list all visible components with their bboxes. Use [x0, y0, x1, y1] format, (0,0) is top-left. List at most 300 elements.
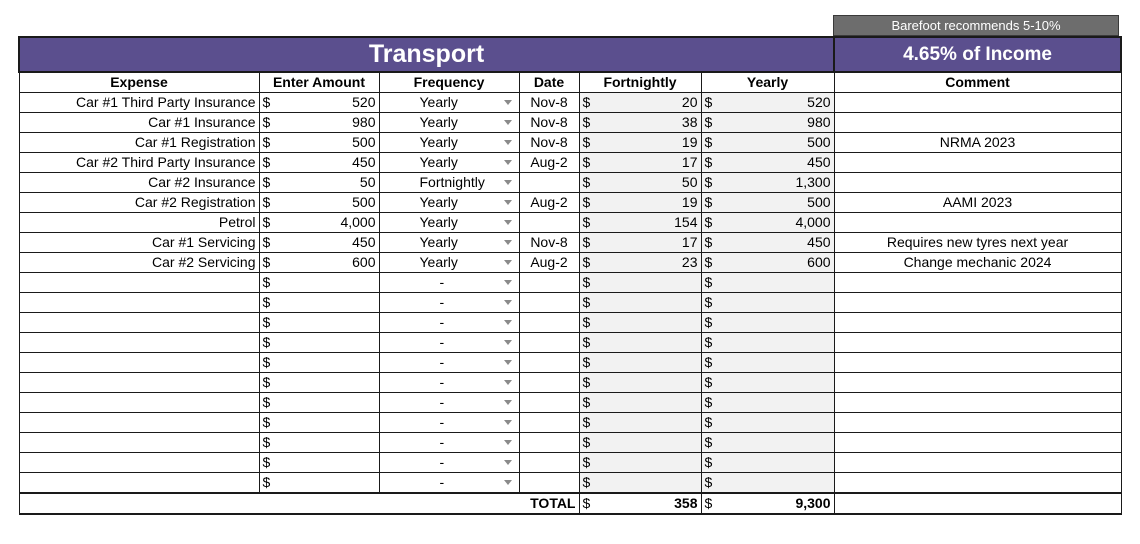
date-cell[interactable] — [519, 373, 579, 393]
total-row — [19, 493, 1121, 514]
fortnightly-cell — [579, 393, 701, 413]
amount-value: 450 — [352, 234, 376, 250]
header-amount: Enter Amount — [259, 72, 379, 93]
amount-cell[interactable] — [259, 93, 379, 113]
yearly-cell — [701, 413, 834, 433]
dropdown-arrow-icon[interactable] — [504, 460, 512, 465]
amount-cell[interactable] — [259, 133, 379, 153]
frequency-value: Yearly — [419, 134, 458, 150]
yearly-cell — [701, 113, 834, 133]
expense-cell[interactable] — [19, 353, 259, 373]
currency-symbol: $ — [704, 194, 713, 210]
frequency-value: Yearly — [419, 194, 458, 210]
dropdown-arrow-icon[interactable] — [504, 160, 512, 165]
comment-cell[interactable] — [834, 353, 1121, 373]
frequency-value: - — [439, 414, 445, 430]
amount-cell[interactable] — [259, 313, 379, 333]
amount-value: 600 — [352, 254, 376, 270]
fortnightly-cell — [579, 153, 701, 173]
amount-cell[interactable] — [259, 253, 379, 273]
currency-symbol: $ — [704, 454, 713, 470]
table-row — [19, 313, 1121, 333]
yearly-cell — [701, 293, 834, 313]
frequency-dropdown[interactable] — [379, 153, 519, 173]
dropdown-arrow-icon[interactable] — [504, 300, 512, 305]
frequency-value: Fortnightly — [419, 174, 485, 190]
dropdown-arrow-icon[interactable] — [504, 440, 512, 445]
frequency-dropdown[interactable] — [379, 313, 519, 333]
total-yearly-value: 9,300 — [795, 495, 831, 511]
dropdown-arrow-icon[interactable] — [504, 100, 512, 105]
currency-symbol: $ — [582, 394, 591, 410]
amount-cell[interactable] — [259, 353, 379, 373]
currency-symbol: $ — [704, 394, 713, 410]
sheet-title: Transport — [19, 37, 834, 72]
yearly-cell — [701, 373, 834, 393]
expense-cell[interactable] — [19, 273, 259, 293]
frequency-value: - — [439, 274, 445, 290]
comment-cell[interactable]: Requires new tyres next year — [834, 233, 1121, 253]
yearly-cell — [701, 213, 834, 233]
frequency-value: Yearly — [419, 114, 458, 130]
fortnightly-cell — [579, 413, 701, 433]
comment-cell[interactable] — [834, 273, 1121, 293]
expense-cell[interactable]: Car #2 Servicing — [19, 253, 259, 273]
yearly-cell — [701, 133, 834, 153]
fortnightly-cell — [579, 313, 701, 333]
date-cell[interactable]: Aug-2 — [519, 153, 579, 173]
comment-cell[interactable] — [834, 453, 1121, 473]
date-cell[interactable]: Nov-8 — [519, 113, 579, 133]
yearly-value: 450 — [807, 154, 831, 170]
yearly-cell — [701, 453, 834, 473]
currency-symbol: $ — [262, 374, 271, 390]
comment-cell[interactable] — [834, 293, 1121, 313]
amount-cell[interactable] — [259, 193, 379, 213]
frequency-value: - — [439, 294, 445, 310]
title-row — [19, 37, 1121, 72]
dropdown-arrow-icon[interactable] — [504, 420, 512, 425]
table-row — [19, 133, 1121, 153]
income-share: 4.65% of Income — [834, 37, 1121, 72]
frequency-value: - — [439, 434, 445, 450]
dropdown-arrow-icon[interactable] — [504, 480, 512, 485]
table-row — [19, 413, 1121, 433]
currency-symbol: $ — [262, 134, 271, 150]
expense-cell[interactable]: Car #2 Registration — [19, 193, 259, 213]
amount-value: 4,000 — [340, 214, 376, 230]
currency-symbol: $ — [582, 154, 591, 170]
date-cell[interactable]: Nov-8 — [519, 93, 579, 113]
currency-symbol: $ — [582, 334, 591, 350]
yearly-value: 4,000 — [795, 214, 831, 230]
fortnightly-value: 19 — [681, 134, 698, 150]
currency-symbol: $ — [582, 474, 591, 490]
dropdown-arrow-icon[interactable] — [504, 340, 512, 345]
frequency-value: Yearly — [419, 94, 458, 110]
fortnightly-cell — [579, 433, 701, 453]
fortnightly-cell — [579, 93, 701, 113]
frequency-dropdown[interactable] — [379, 473, 519, 494]
frequency-dropdown[interactable] — [379, 233, 519, 253]
currency-symbol: $ — [704, 334, 713, 350]
frequency-value: Yearly — [419, 154, 458, 170]
table-row — [19, 393, 1121, 413]
dropdown-arrow-icon[interactable] — [504, 360, 512, 365]
currency-symbol: $ — [582, 174, 591, 190]
fortnightly-value: 38 — [681, 114, 698, 130]
fortnightly-cell — [579, 113, 701, 133]
frequency-dropdown[interactable] — [379, 433, 519, 453]
table-row — [19, 353, 1121, 373]
currency-symbol: $ — [262, 394, 271, 410]
yearly-cell — [701, 313, 834, 333]
total-fortnightly — [579, 493, 701, 514]
amount-cell[interactable] — [259, 273, 379, 293]
currency-symbol: $ — [262, 434, 271, 450]
amount-value: 980 — [352, 114, 376, 130]
date-cell[interactable] — [519, 273, 579, 293]
header-date: Date — [519, 72, 579, 93]
header-frequency: Frequency — [379, 72, 519, 93]
frequency-value: - — [439, 394, 445, 410]
table-row — [19, 153, 1121, 173]
currency-symbol: $ — [704, 154, 713, 170]
frequency-value: Yearly — [419, 234, 458, 250]
currency-symbol: $ — [262, 294, 271, 310]
yearly-cell — [701, 353, 834, 373]
yearly-value: 1,300 — [795, 174, 831, 190]
total-yearly — [701, 493, 834, 514]
currency-symbol: $ — [582, 94, 591, 110]
date-cell[interactable]: Aug-2 — [519, 193, 579, 213]
frequency-dropdown[interactable] — [379, 113, 519, 133]
yearly-cell — [701, 333, 834, 353]
frequency-dropdown[interactable] — [379, 273, 519, 293]
table-row — [19, 473, 1121, 494]
frequency-value: Yearly — [419, 254, 458, 270]
header-fortnightly: Fortnightly — [579, 72, 701, 93]
table-row — [19, 433, 1121, 453]
currency-symbol: $ — [262, 334, 271, 350]
amount-cell[interactable] — [259, 153, 379, 173]
fortnightly-cell — [579, 233, 701, 253]
amount-cell[interactable] — [259, 433, 379, 453]
amount-cell[interactable] — [259, 393, 379, 413]
amount-value: 500 — [352, 194, 376, 210]
currency-symbol: $ — [262, 174, 271, 190]
expense-cell[interactable] — [19, 333, 259, 353]
dropdown-arrow-icon[interactable] — [504, 220, 512, 225]
comment-cell[interactable] — [834, 393, 1121, 413]
fortnightly-cell — [579, 213, 701, 233]
amount-cell[interactable] — [259, 373, 379, 393]
date-cell[interactable]: Nov-8 — [519, 133, 579, 153]
currency-symbol: $ — [704, 374, 713, 390]
currency-symbol: $ — [262, 154, 271, 170]
date-cell[interactable] — [519, 333, 579, 353]
yearly-value: 600 — [807, 254, 831, 270]
currency-symbol: $ — [704, 274, 713, 290]
fortnightly-value: 19 — [681, 194, 698, 210]
yearly-value: 500 — [807, 134, 831, 150]
date-cell[interactable] — [519, 413, 579, 433]
currency-symbol: $ — [582, 454, 591, 470]
currency-symbol: $ — [582, 254, 591, 270]
currency-symbol: $ — [704, 434, 713, 450]
date-cell[interactable] — [519, 213, 579, 233]
comment-cell[interactable] — [834, 153, 1121, 173]
comment-cell[interactable] — [834, 413, 1121, 433]
fortnightly-cell — [579, 193, 701, 213]
expense-cell[interactable]: Car #1 Third Party Insurance — [19, 93, 259, 113]
table-row — [19, 113, 1121, 133]
currency-symbol: $ — [262, 474, 271, 490]
dropdown-arrow-icon[interactable] — [504, 140, 512, 145]
expense-cell[interactable] — [19, 373, 259, 393]
frequency-value: Yearly — [419, 214, 458, 230]
currency-symbol: $ — [704, 114, 713, 130]
frequency-dropdown[interactable] — [379, 413, 519, 433]
expense-cell[interactable] — [19, 313, 259, 333]
table-row — [19, 173, 1121, 193]
frequency-value: - — [439, 314, 445, 330]
comment-cell[interactable] — [834, 313, 1121, 333]
comment-cell[interactable] — [834, 173, 1121, 193]
dropdown-arrow-icon[interactable] — [504, 180, 512, 185]
frequency-value: - — [439, 334, 445, 350]
fortnightly-value: 20 — [681, 94, 698, 110]
yearly-value: 980 — [807, 114, 831, 130]
frequency-value: - — [439, 354, 445, 370]
dropdown-arrow-icon[interactable] — [504, 260, 512, 265]
frequency-dropdown[interactable] — [379, 173, 519, 193]
yearly-cell — [701, 153, 834, 173]
total-comment — [834, 493, 1121, 514]
date-cell[interactable] — [519, 453, 579, 473]
frequency-dropdown[interactable] — [379, 373, 519, 393]
dropdown-arrow-icon[interactable] — [504, 280, 512, 285]
expense-cell[interactable]: Car #1 Servicing — [19, 233, 259, 253]
fortnightly-cell — [579, 133, 701, 153]
table-row — [19, 253, 1121, 273]
table-row — [19, 213, 1121, 233]
dropdown-arrow-icon[interactable] — [504, 400, 512, 405]
currency-symbol: $ — [262, 214, 271, 230]
frequency-dropdown[interactable] — [379, 393, 519, 413]
currency-symbol: $ — [582, 294, 591, 310]
comment-cell[interactable] — [834, 433, 1121, 453]
fortnightly-value: 17 — [681, 154, 698, 170]
expense-cell[interactable]: Car #2 Insurance — [19, 173, 259, 193]
header-comment: Comment — [834, 72, 1121, 93]
fortnightly-cell — [579, 173, 701, 193]
date-cell[interactable] — [519, 293, 579, 313]
comment-cell[interactable]: NRMA 2023 — [834, 133, 1121, 153]
amount-value: 50 — [359, 174, 376, 190]
frequency-value: - — [439, 374, 445, 390]
currency-symbol: $ — [582, 354, 591, 370]
yearly-cell — [701, 273, 834, 293]
dropdown-arrow-icon[interactable] — [504, 380, 512, 385]
amount-cell[interactable] — [259, 213, 379, 233]
comment-cell[interactable] — [834, 333, 1121, 353]
table-row — [19, 233, 1121, 253]
table-row — [19, 93, 1121, 113]
frequency-dropdown[interactable] — [379, 93, 519, 113]
currency-symbol: $ — [704, 495, 713, 511]
currency-symbol: $ — [582, 114, 591, 130]
currency-symbol: $ — [262, 274, 271, 290]
dropdown-arrow-icon[interactable] — [504, 120, 512, 125]
expense-cell[interactable] — [19, 393, 259, 413]
header-expense: Expense — [19, 72, 259, 93]
frequency-dropdown[interactable] — [379, 253, 519, 273]
currency-symbol: $ — [582, 434, 591, 450]
comment-cell[interactable] — [834, 473, 1121, 494]
currency-symbol: $ — [704, 234, 713, 250]
amount-cell[interactable] — [259, 173, 379, 193]
comment-cell[interactable] — [834, 93, 1121, 113]
amount-cell[interactable] — [259, 413, 379, 433]
amount-value: 500 — [352, 134, 376, 150]
transport-budget-table — [18, 36, 1122, 515]
currency-symbol: $ — [704, 314, 713, 330]
dropdown-arrow-icon[interactable] — [504, 240, 512, 245]
total-label: TOTAL — [19, 493, 579, 514]
header-row — [19, 72, 1121, 93]
date-cell[interactable] — [519, 473, 579, 494]
fortnightly-cell — [579, 473, 701, 494]
amount-cell[interactable] — [259, 233, 379, 253]
currency-symbol: $ — [582, 214, 591, 230]
date-cell[interactable] — [519, 433, 579, 453]
fortnightly-value: 17 — [681, 234, 698, 250]
currency-symbol: $ — [262, 254, 271, 270]
expense-cell[interactable]: Car #1 Insurance — [19, 113, 259, 133]
table-row — [19, 193, 1121, 213]
currency-symbol: $ — [704, 174, 713, 190]
yearly-value: 450 — [807, 234, 831, 250]
expense-cell[interactable]: Car #2 Third Party Insurance — [19, 153, 259, 173]
currency-symbol: $ — [704, 134, 713, 150]
date-cell[interactable]: Nov-8 — [519, 233, 579, 253]
yearly-value: 500 — [807, 194, 831, 210]
amount-value: 520 — [352, 94, 376, 110]
currency-symbol: $ — [262, 114, 271, 130]
yearly-cell — [701, 473, 834, 494]
table-row — [19, 333, 1121, 353]
dropdown-arrow-icon[interactable] — [504, 320, 512, 325]
amount-cell[interactable] — [259, 333, 379, 353]
frequency-dropdown[interactable] — [379, 213, 519, 233]
comment-cell[interactable] — [834, 213, 1121, 233]
expense-cell[interactable] — [19, 413, 259, 433]
expense-cell[interactable] — [19, 473, 259, 494]
amount-cell[interactable] — [259, 453, 379, 473]
currency-symbol: $ — [582, 234, 591, 250]
yearly-cell — [701, 433, 834, 453]
table-row — [19, 373, 1121, 393]
currency-symbol: $ — [262, 314, 271, 330]
comment-cell[interactable] — [834, 113, 1121, 133]
expense-cell[interactable] — [19, 453, 259, 473]
currency-symbol: $ — [582, 495, 591, 511]
currency-symbol: $ — [704, 94, 713, 110]
currency-symbol: $ — [704, 474, 713, 490]
fortnightly-value: 23 — [681, 254, 698, 270]
date-cell[interactable] — [519, 393, 579, 413]
table-row — [19, 273, 1121, 293]
currency-symbol: $ — [704, 214, 713, 230]
fortnightly-cell — [579, 253, 701, 273]
fortnightly-value: 50 — [681, 174, 698, 190]
currency-symbol: $ — [262, 94, 271, 110]
currency-symbol: $ — [582, 374, 591, 390]
recommendation-badge: Barefoot recommends 5-10% — [833, 15, 1119, 36]
comment-cell[interactable]: AAMI 2023 — [834, 193, 1121, 213]
currency-symbol: $ — [262, 354, 271, 370]
yearly-cell — [701, 393, 834, 413]
comment-cell[interactable]: Change mechanic 2024 — [834, 253, 1121, 273]
dropdown-arrow-icon[interactable] — [504, 200, 512, 205]
yearly-cell — [701, 173, 834, 193]
currency-symbol: $ — [262, 414, 271, 430]
date-cell[interactable] — [519, 173, 579, 193]
fortnightly-cell — [579, 353, 701, 373]
date-cell[interactable]: Aug-2 — [519, 253, 579, 273]
currency-symbol: $ — [262, 454, 271, 470]
currency-symbol: $ — [262, 194, 271, 210]
frequency-dropdown[interactable] — [379, 353, 519, 373]
frequency-dropdown[interactable] — [379, 293, 519, 313]
fortnightly-cell — [579, 273, 701, 293]
frequency-value: - — [439, 454, 445, 470]
comment-cell[interactable] — [834, 373, 1121, 393]
date-cell[interactable] — [519, 353, 579, 373]
frequency-dropdown[interactable] — [379, 193, 519, 213]
currency-symbol: $ — [704, 254, 713, 270]
amount-cell[interactable] — [259, 113, 379, 133]
currency-symbol: $ — [582, 314, 591, 330]
frequency-dropdown[interactable] — [379, 453, 519, 473]
amount-cell[interactable] — [259, 293, 379, 313]
fortnightly-cell — [579, 293, 701, 313]
yearly-cell — [701, 193, 834, 213]
yearly-value: 520 — [807, 94, 831, 110]
fortnightly-cell — [579, 373, 701, 393]
amount-cell[interactable] — [259, 473, 379, 494]
yearly-cell — [701, 93, 834, 113]
expense-cell[interactable] — [19, 433, 259, 453]
frequency-dropdown[interactable] — [379, 133, 519, 153]
currency-symbol: $ — [704, 354, 713, 370]
currency-symbol: $ — [704, 414, 713, 430]
fortnightly-cell — [579, 453, 701, 473]
frequency-dropdown[interactable] — [379, 333, 519, 353]
expense-cell[interactable]: Car #1 Registration — [19, 133, 259, 153]
expense-cell[interactable] — [19, 293, 259, 313]
fortnightly-cell — [579, 333, 701, 353]
amount-value: 450 — [352, 154, 376, 170]
date-cell[interactable] — [519, 313, 579, 333]
yearly-cell — [701, 253, 834, 273]
currency-symbol: $ — [582, 194, 591, 210]
currency-symbol: $ — [262, 234, 271, 250]
expense-cell[interactable]: Petrol — [19, 213, 259, 233]
yearly-cell — [701, 233, 834, 253]
table-row — [19, 453, 1121, 473]
